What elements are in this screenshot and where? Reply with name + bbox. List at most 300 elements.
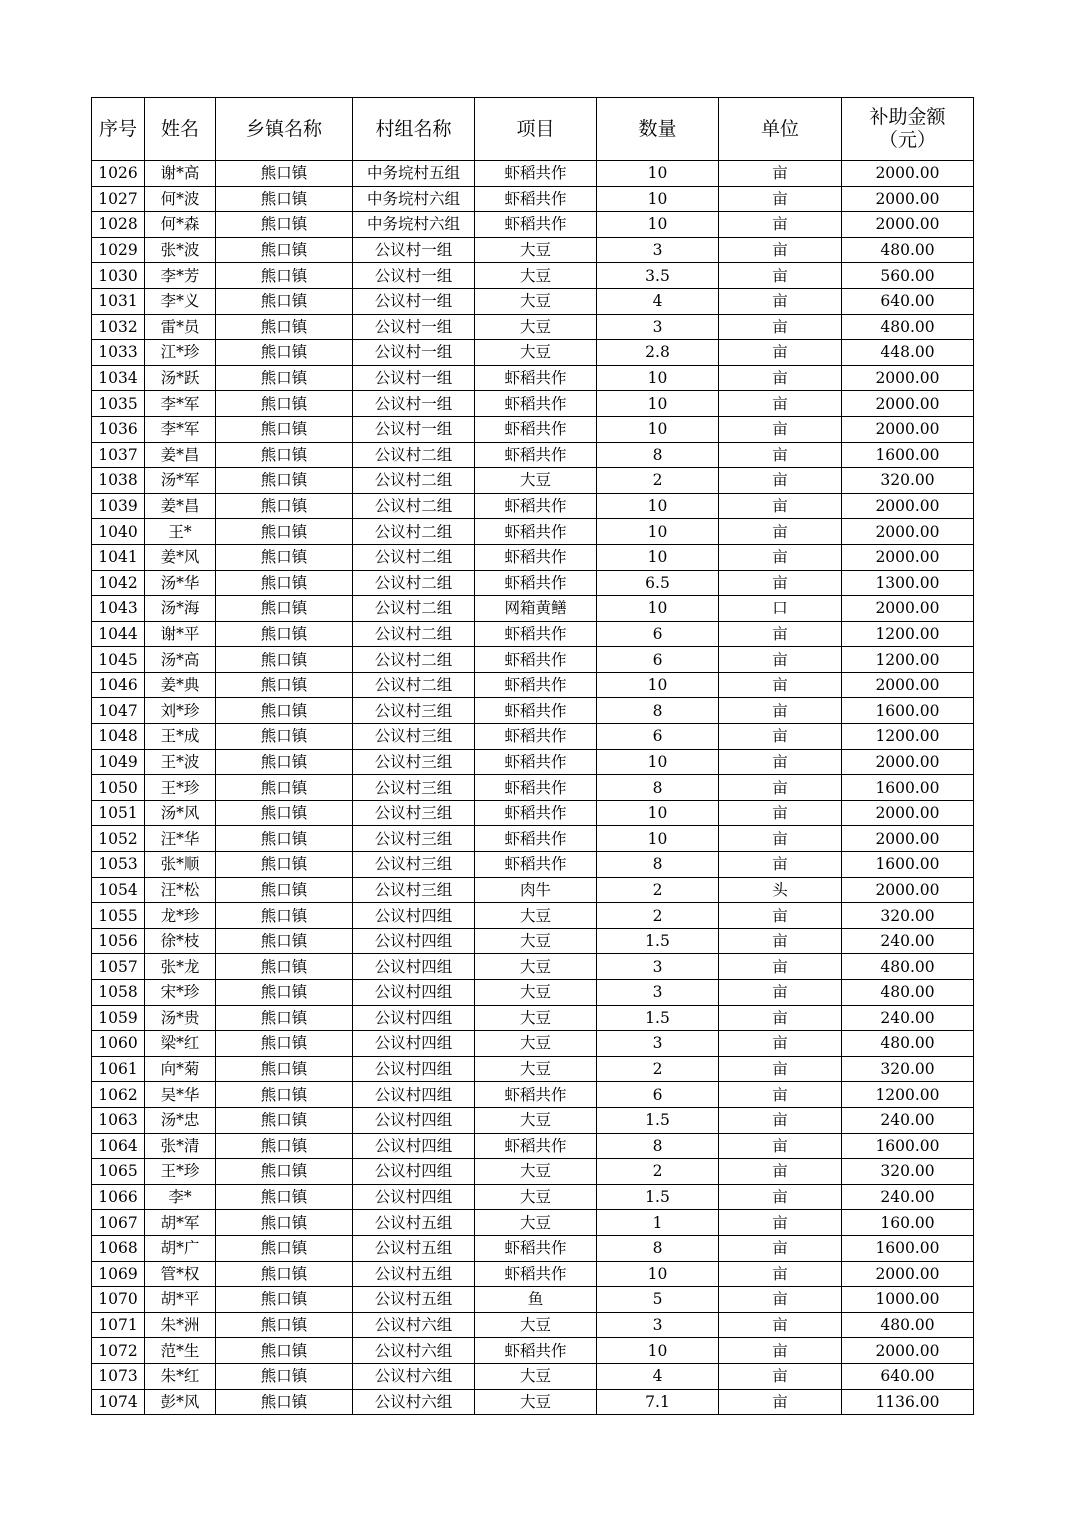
cell-project: 虾稻共作 — [475, 749, 597, 775]
cell-project: 虾稻共作 — [475, 442, 597, 468]
cell-quantity: 3 — [597, 237, 719, 263]
cell-village-group: 公议村四组 — [353, 1005, 475, 1031]
cell-town: 熊口镇 — [216, 1363, 353, 1389]
cell-project: 虾稻共作 — [475, 161, 597, 187]
cell-index: 1027 — [92, 186, 145, 212]
cell-project: 鱼 — [475, 1287, 597, 1313]
cell-project: 大豆 — [475, 1031, 597, 1057]
cell-project: 大豆 — [475, 1107, 597, 1133]
cell-name: 李*义 — [145, 288, 216, 314]
cell-project: 虾稻共作 — [475, 698, 597, 724]
cell-index: 1055 — [92, 903, 145, 929]
cell-unit: 亩 — [719, 1312, 842, 1338]
cell-amount: 640.00 — [842, 1363, 974, 1389]
cell-town: 熊口镇 — [216, 698, 353, 724]
cell-town: 熊口镇 — [216, 1235, 353, 1261]
cell-index: 1043 — [92, 596, 145, 622]
cell-town: 熊口镇 — [216, 1261, 353, 1287]
cell-town: 熊口镇 — [216, 954, 353, 980]
cell-index: 1047 — [92, 698, 145, 724]
cell-index: 1051 — [92, 800, 145, 826]
cell-village-group: 公议村二组 — [353, 672, 475, 698]
cell-town: 熊口镇 — [216, 1082, 353, 1108]
table-row — [92, 596, 974, 622]
cell-name: 江*珍 — [145, 340, 216, 366]
cell-project: 虾稻共作 — [475, 365, 597, 391]
cell-amount: 1600.00 — [842, 1133, 974, 1159]
cell-quantity: 2 — [597, 1056, 719, 1082]
cell-quantity: 10 — [597, 596, 719, 622]
header-amount — [842, 98, 974, 161]
cell-town: 熊口镇 — [216, 877, 353, 903]
cell-unit: 亩 — [719, 954, 842, 980]
cell-quantity: 2 — [597, 903, 719, 929]
cell-town: 熊口镇 — [216, 570, 353, 596]
cell-name: 汤*风 — [145, 800, 216, 826]
cell-quantity: 3 — [597, 314, 719, 340]
cell-name: 张*龙 — [145, 954, 216, 980]
cell-amount: 1300.00 — [842, 570, 974, 596]
cell-unit: 亩 — [719, 1056, 842, 1082]
cell-unit: 亩 — [719, 1210, 842, 1236]
cell-village-group: 公议村二组 — [353, 442, 475, 468]
cell-quantity: 2 — [597, 468, 719, 494]
table-row — [92, 954, 974, 980]
table-row — [92, 416, 974, 442]
cell-index: 1056 — [92, 928, 145, 954]
cell-town: 熊口镇 — [216, 391, 353, 417]
cell-project: 虾稻共作 — [475, 1082, 597, 1108]
cell-amount: 1200.00 — [842, 647, 974, 673]
cell-project: 大豆 — [475, 1159, 597, 1185]
cell-index: 1031 — [92, 288, 145, 314]
table-row — [92, 724, 974, 750]
cell-town: 熊口镇 — [216, 749, 353, 775]
cell-amount: 2000.00 — [842, 186, 974, 212]
cell-project: 虾稻共作 — [475, 391, 597, 417]
cell-unit: 口 — [719, 596, 842, 622]
cell-project: 虾稻共作 — [475, 826, 597, 852]
cell-town: 熊口镇 — [216, 826, 353, 852]
cell-town: 熊口镇 — [216, 468, 353, 494]
cell-town: 熊口镇 — [216, 212, 353, 238]
cell-town: 熊口镇 — [216, 1107, 353, 1133]
cell-town: 熊口镇 — [216, 1031, 353, 1057]
cell-name: 李*军 — [145, 391, 216, 417]
table-row — [92, 314, 974, 340]
cell-quantity: 10 — [597, 800, 719, 826]
header-unit: 单位 — [719, 98, 842, 161]
cell-quantity: 1 — [597, 1210, 719, 1236]
cell-town: 熊口镇 — [216, 800, 353, 826]
cell-amount: 1600.00 — [842, 775, 974, 801]
table-row — [92, 1031, 974, 1057]
table-row — [92, 1235, 974, 1261]
cell-name: 王*成 — [145, 724, 216, 750]
cell-project: 大豆 — [475, 237, 597, 263]
cell-village-group: 公议村三组 — [353, 698, 475, 724]
cell-amount: 2000.00 — [842, 544, 974, 570]
cell-index: 1065 — [92, 1159, 145, 1185]
cell-project: 虾稻共作 — [475, 1235, 597, 1261]
cell-village-group: 公议村五组 — [353, 1287, 475, 1313]
cell-project: 大豆 — [475, 1312, 597, 1338]
cell-unit: 亩 — [719, 161, 842, 187]
cell-unit: 亩 — [719, 1235, 842, 1261]
table-row — [92, 1363, 974, 1389]
cell-name: 汤*华 — [145, 570, 216, 596]
cell-village-group: 公议村一组 — [353, 288, 475, 314]
cell-town: 熊口镇 — [216, 186, 353, 212]
cell-village-group: 公议村二组 — [353, 596, 475, 622]
table-row — [92, 1287, 974, 1313]
header-quantity: 数量 — [597, 98, 719, 161]
cell-amount: 1600.00 — [842, 852, 974, 878]
cell-unit: 亩 — [719, 340, 842, 366]
cell-village-group: 公议村一组 — [353, 416, 475, 442]
header-village-group: 村组名称 — [353, 98, 475, 161]
cell-name: 王*珍 — [145, 775, 216, 801]
cell-amount: 1000.00 — [842, 1287, 974, 1313]
cell-index: 1041 — [92, 544, 145, 570]
cell-quantity: 8 — [597, 442, 719, 468]
cell-amount: 240.00 — [842, 1107, 974, 1133]
table-row — [92, 544, 974, 570]
cell-unit: 亩 — [719, 621, 842, 647]
table-row — [92, 852, 974, 878]
cell-unit: 亩 — [719, 314, 842, 340]
table-row — [92, 826, 974, 852]
cell-name: 朱*洲 — [145, 1312, 216, 1338]
cell-town: 熊口镇 — [216, 1133, 353, 1159]
cell-amount: 2000.00 — [842, 1338, 974, 1364]
cell-quantity: 10 — [597, 493, 719, 519]
cell-town: 熊口镇 — [216, 621, 353, 647]
cell-index: 1064 — [92, 1133, 145, 1159]
cell-quantity: 10 — [597, 519, 719, 545]
table-body — [92, 161, 974, 1415]
table-row — [92, 1056, 974, 1082]
cell-quantity: 10 — [597, 416, 719, 442]
header-name: 姓名 — [145, 98, 216, 161]
cell-village-group: 公议村一组 — [353, 340, 475, 366]
cell-index: 1044 — [92, 621, 145, 647]
cell-village-group: 公议村一组 — [353, 391, 475, 417]
cell-name: 彭*风 — [145, 1389, 216, 1415]
cell-index: 1073 — [92, 1363, 145, 1389]
cell-project: 大豆 — [475, 288, 597, 314]
table-row — [92, 1312, 974, 1338]
cell-name: 姜*风 — [145, 544, 216, 570]
cell-village-group: 公议村一组 — [353, 263, 475, 289]
cell-index: 1038 — [92, 468, 145, 494]
cell-unit: 亩 — [719, 1184, 842, 1210]
cell-amount: 480.00 — [842, 314, 974, 340]
cell-village-group: 中务垸村五组 — [353, 161, 475, 187]
cell-index: 1069 — [92, 1261, 145, 1287]
cell-unit: 亩 — [719, 186, 842, 212]
cell-quantity: 10 — [597, 544, 719, 570]
cell-project: 虾稻共作 — [475, 212, 597, 238]
cell-town: 熊口镇 — [216, 340, 353, 366]
cell-amount: 448.00 — [842, 340, 974, 366]
cell-unit: 亩 — [719, 468, 842, 494]
cell-amount: 1136.00 — [842, 1389, 974, 1415]
cell-amount: 2000.00 — [842, 826, 974, 852]
cell-project: 虾稻共作 — [475, 800, 597, 826]
cell-village-group: 公议村五组 — [353, 1261, 475, 1287]
cell-name: 汪*华 — [145, 826, 216, 852]
cell-project: 虾稻共作 — [475, 775, 597, 801]
cell-unit: 亩 — [719, 724, 842, 750]
cell-quantity: 4 — [597, 1363, 719, 1389]
cell-unit: 亩 — [719, 1287, 842, 1313]
cell-village-group: 中务垸村六组 — [353, 212, 475, 238]
cell-project: 大豆 — [475, 1210, 597, 1236]
cell-village-group: 公议村六组 — [353, 1363, 475, 1389]
cell-town: 熊口镇 — [216, 1312, 353, 1338]
cell-village-group: 公议村五组 — [353, 1235, 475, 1261]
cell-quantity: 3 — [597, 1031, 719, 1057]
cell-town: 熊口镇 — [216, 980, 353, 1006]
cell-index: 1067 — [92, 1210, 145, 1236]
cell-village-group: 公议村三组 — [353, 749, 475, 775]
cell-quantity: 7.1 — [597, 1389, 719, 1415]
cell-town: 熊口镇 — [216, 1056, 353, 1082]
cell-village-group: 公议村二组 — [353, 570, 475, 596]
cell-name: 谢*高 — [145, 161, 216, 187]
cell-village-group: 公议村四组 — [353, 1031, 475, 1057]
table-row — [92, 161, 974, 187]
cell-quantity: 8 — [597, 1235, 719, 1261]
cell-amount: 640.00 — [842, 288, 974, 314]
cell-name: 张*清 — [145, 1133, 216, 1159]
cell-village-group: 公议村三组 — [353, 724, 475, 750]
cell-name: 汤*高 — [145, 647, 216, 673]
cell-town: 熊口镇 — [216, 596, 353, 622]
cell-village-group: 公议村一组 — [353, 237, 475, 263]
table-row — [92, 1338, 974, 1364]
cell-amount: 480.00 — [842, 1031, 974, 1057]
cell-town: 熊口镇 — [216, 263, 353, 289]
cell-amount: 320.00 — [842, 903, 974, 929]
table-row — [92, 980, 974, 1006]
cell-amount: 2000.00 — [842, 212, 974, 238]
cell-index: 1028 — [92, 212, 145, 238]
cell-village-group: 公议村六组 — [353, 1389, 475, 1415]
cell-index: 1029 — [92, 237, 145, 263]
table-row — [92, 877, 974, 903]
cell-name: 吴*华 — [145, 1082, 216, 1108]
cell-project: 虾稻共作 — [475, 186, 597, 212]
cell-amount: 320.00 — [842, 1159, 974, 1185]
cell-project: 虾稻共作 — [475, 1133, 597, 1159]
subsidy-table — [91, 97, 974, 1415]
cell-village-group: 公议村四组 — [353, 1056, 475, 1082]
cell-village-group: 公议村四组 — [353, 954, 475, 980]
cell-town: 熊口镇 — [216, 493, 353, 519]
cell-project: 大豆 — [475, 263, 597, 289]
cell-project: 虾稻共作 — [475, 416, 597, 442]
cell-name: 胡*军 — [145, 1210, 216, 1236]
cell-quantity: 10 — [597, 391, 719, 417]
cell-town: 熊口镇 — [216, 288, 353, 314]
cell-village-group: 公议村二组 — [353, 519, 475, 545]
cell-name: 姜*昌 — [145, 442, 216, 468]
cell-unit: 亩 — [719, 365, 842, 391]
cell-amount: 240.00 — [842, 1005, 974, 1031]
cell-index: 1062 — [92, 1082, 145, 1108]
cell-quantity: 2 — [597, 1159, 719, 1185]
header-amount-line1: 补助金额 — [869, 106, 946, 128]
table-row — [92, 237, 974, 263]
cell-town: 熊口镇 — [216, 928, 353, 954]
table-row — [92, 903, 974, 929]
cell-amount: 2000.00 — [842, 365, 974, 391]
table-row — [92, 391, 974, 417]
cell-village-group: 公议村二组 — [353, 647, 475, 673]
cell-unit: 亩 — [719, 928, 842, 954]
cell-index: 1039 — [92, 493, 145, 519]
cell-project: 大豆 — [475, 1184, 597, 1210]
cell-town: 熊口镇 — [216, 1389, 353, 1415]
cell-village-group: 公议村四组 — [353, 1107, 475, 1133]
cell-village-group: 公议村三组 — [353, 800, 475, 826]
cell-village-group: 公议村四组 — [353, 1133, 475, 1159]
cell-name: 何*森 — [145, 212, 216, 238]
cell-amount: 2000.00 — [842, 493, 974, 519]
cell-index: 1040 — [92, 519, 145, 545]
cell-name: 李*军 — [145, 416, 216, 442]
cell-quantity: 10 — [597, 1338, 719, 1364]
cell-project: 网箱黄鳝 — [475, 596, 597, 622]
cell-quantity: 3 — [597, 954, 719, 980]
cell-project: 虾稻共作 — [475, 519, 597, 545]
cell-index: 1030 — [92, 263, 145, 289]
cell-amount: 240.00 — [842, 1184, 974, 1210]
cell-quantity: 8 — [597, 698, 719, 724]
cell-town: 熊口镇 — [216, 1159, 353, 1185]
cell-index: 1050 — [92, 775, 145, 801]
cell-unit: 亩 — [719, 1005, 842, 1031]
cell-name: 张*波 — [145, 237, 216, 263]
cell-name: 张*顺 — [145, 852, 216, 878]
cell-name: 谢*平 — [145, 621, 216, 647]
cell-amount: 160.00 — [842, 1210, 974, 1236]
cell-name: 雷*员 — [145, 314, 216, 340]
cell-amount: 1200.00 — [842, 1082, 974, 1108]
table-row — [92, 340, 974, 366]
cell-project: 大豆 — [475, 954, 597, 980]
cell-unit: 亩 — [719, 519, 842, 545]
cell-unit: 亩 — [719, 442, 842, 468]
table-row — [92, 1389, 974, 1415]
cell-name: 向*菊 — [145, 1056, 216, 1082]
cell-name: 刘*珍 — [145, 698, 216, 724]
cell-amount: 2000.00 — [842, 596, 974, 622]
cell-village-group: 公议村二组 — [353, 468, 475, 494]
cell-name: 李*芳 — [145, 263, 216, 289]
header-amount-line2: （元） — [878, 129, 936, 151]
cell-village-group: 中务垸村六组 — [353, 186, 475, 212]
cell-unit: 亩 — [719, 493, 842, 519]
table-row — [92, 800, 974, 826]
cell-name: 龙*珍 — [145, 903, 216, 929]
cell-town: 熊口镇 — [216, 775, 353, 801]
cell-quantity: 1.5 — [597, 1184, 719, 1210]
cell-index: 1035 — [92, 391, 145, 417]
cell-town: 熊口镇 — [216, 237, 353, 263]
cell-name: 汤*贵 — [145, 1005, 216, 1031]
cell-name: 范*生 — [145, 1338, 216, 1364]
cell-name: 王*波 — [145, 749, 216, 775]
cell-index: 1046 — [92, 672, 145, 698]
cell-quantity: 10 — [597, 212, 719, 238]
cell-quantity: 10 — [597, 749, 719, 775]
cell-village-group: 公议村三组 — [353, 826, 475, 852]
cell-amount: 560.00 — [842, 263, 974, 289]
cell-village-group: 公议村二组 — [353, 493, 475, 519]
cell-unit: 亩 — [719, 1261, 842, 1287]
cell-quantity: 2 — [597, 877, 719, 903]
cell-village-group: 公议村四组 — [353, 903, 475, 929]
cell-index: 1054 — [92, 877, 145, 903]
cell-village-group: 公议村四组 — [353, 980, 475, 1006]
cell-town: 熊口镇 — [216, 852, 353, 878]
header-row — [92, 98, 974, 161]
cell-amount: 1200.00 — [842, 724, 974, 750]
cell-name: 何*波 — [145, 186, 216, 212]
cell-project: 虾稻共作 — [475, 621, 597, 647]
cell-village-group: 公议村四组 — [353, 1159, 475, 1185]
cell-unit: 亩 — [719, 647, 842, 673]
cell-unit: 亩 — [719, 1107, 842, 1133]
cell-unit: 亩 — [719, 544, 842, 570]
cell-project: 虾稻共作 — [475, 544, 597, 570]
cell-quantity: 6 — [597, 647, 719, 673]
cell-unit: 头 — [719, 877, 842, 903]
cell-village-group: 公议村一组 — [353, 365, 475, 391]
table-row — [92, 749, 974, 775]
cell-name: 管*权 — [145, 1261, 216, 1287]
cell-index: 1058 — [92, 980, 145, 1006]
cell-quantity: 6 — [597, 724, 719, 750]
cell-name: 梁*红 — [145, 1031, 216, 1057]
cell-name: 汤*跃 — [145, 365, 216, 391]
cell-project: 虾稻共作 — [475, 1338, 597, 1364]
cell-index: 1052 — [92, 826, 145, 852]
cell-project: 虾稻共作 — [475, 493, 597, 519]
cell-village-group: 公议村三组 — [353, 877, 475, 903]
cell-unit: 亩 — [719, 1031, 842, 1057]
cell-unit: 亩 — [719, 1133, 842, 1159]
cell-quantity: 8 — [597, 1133, 719, 1159]
cell-town: 熊口镇 — [216, 724, 353, 750]
cell-unit: 亩 — [719, 1082, 842, 1108]
cell-quantity: 4 — [597, 288, 719, 314]
cell-name: 王* — [145, 519, 216, 545]
cell-amount: 240.00 — [842, 928, 974, 954]
cell-unit: 亩 — [719, 903, 842, 929]
table-row — [92, 263, 974, 289]
cell-index: 1053 — [92, 852, 145, 878]
cell-index: 1033 — [92, 340, 145, 366]
cell-project: 大豆 — [475, 340, 597, 366]
header-town: 乡镇名称 — [216, 98, 353, 161]
cell-index: 1048 — [92, 724, 145, 750]
cell-unit: 亩 — [719, 1338, 842, 1364]
cell-index: 1063 — [92, 1107, 145, 1133]
